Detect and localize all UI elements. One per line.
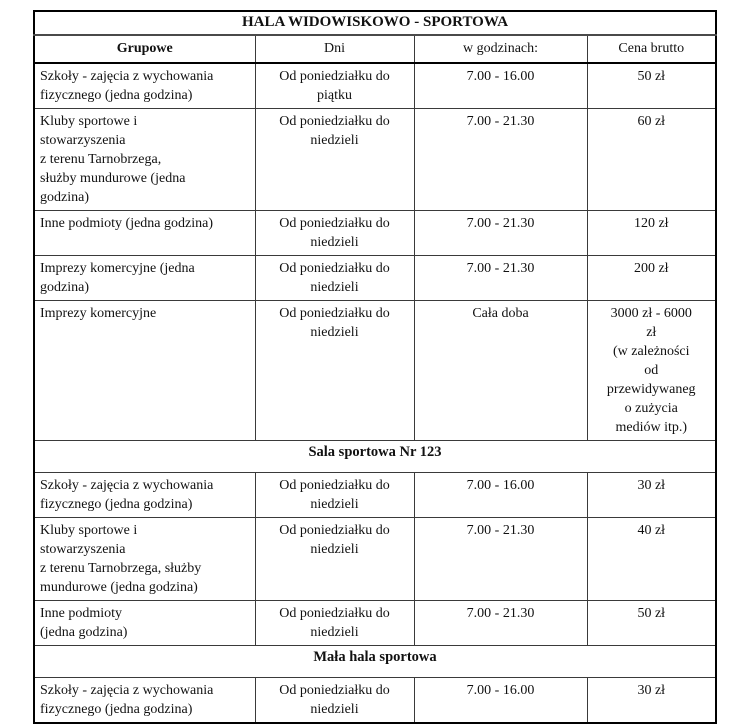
pricing-table-body	[34, 11, 716, 723]
days-cell: Od poniedziałku do niedzieli	[255, 301, 414, 441]
section-header-row	[34, 646, 716, 678]
pricing-table	[33, 10, 717, 724]
table-title: HALA WIDOWISKOWO - SPORTOWA	[34, 11, 716, 35]
hours-cell: 7.00 - 21.30	[414, 211, 587, 256]
hours-cell: 7.00 - 21.30	[414, 109, 587, 211]
days-cell: Od poniedziałku do niedzieli	[255, 601, 414, 646]
price-cell: 60 zł	[587, 109, 716, 211]
price-cell: 30 zł	[587, 473, 716, 518]
group-cell: Inne podmioty (jedna godzina)	[34, 601, 255, 646]
group-cell: Imprezy komercyjne	[34, 301, 255, 441]
group-cell: Kluby sportowe i stowarzyszenia z terenu Tarnobrzega, służby mundurowe (jedna godzina)	[34, 518, 255, 601]
price-cell: 50 zł	[587, 63, 716, 109]
column-header-dni: Dni	[255, 35, 414, 63]
group-cell: Szkoły - zajęcia z wychowania fizycznego (jedna godzina)	[34, 473, 255, 518]
table-row	[34, 301, 716, 441]
price-cell: 200 zł	[587, 256, 716, 301]
price-cell: 30 zł	[587, 678, 716, 724]
days-cell: Od poniedziałku do piątku	[255, 63, 414, 109]
section-header: Sala sportowa Nr 123	[34, 441, 716, 473]
hours-cell: Cała doba	[414, 301, 587, 441]
price-cell: 40 zł	[587, 518, 716, 601]
hours-cell: 7.00 - 16.00	[414, 63, 587, 109]
price-cell: 3000 zł - 6000 zł (w zależności od przewidywaneg o zużycia mediów itp.)	[587, 301, 716, 441]
table-row	[34, 109, 716, 211]
hours-cell: 7.00 - 21.30	[414, 518, 587, 601]
days-cell: Od poniedziałku do niedzieli	[255, 256, 414, 301]
column-header-grupowe: Grupowe	[34, 35, 255, 63]
days-cell: Od poniedziałku do niedzieli	[255, 109, 414, 211]
hours-cell: 7.00 - 21.30	[414, 256, 587, 301]
days-cell: Od poniedziałku do niedzieli	[255, 473, 414, 518]
table-header-row	[34, 35, 716, 63]
section-header-row	[34, 441, 716, 473]
table-row	[34, 678, 716, 724]
hours-cell: 7.00 - 16.00	[414, 473, 587, 518]
table-row	[34, 473, 716, 518]
days-cell: Od poniedziałku do niedzieli	[255, 678, 414, 724]
table-row	[34, 63, 716, 109]
section-header: Mała hala sportowa	[34, 646, 716, 678]
hours-cell: 7.00 - 21.30	[414, 601, 587, 646]
table-row	[34, 601, 716, 646]
table-row	[34, 518, 716, 601]
table-title-row	[34, 11, 716, 35]
table-row	[34, 256, 716, 301]
days-cell: Od poniedziałku do niedzieli	[255, 211, 414, 256]
price-cell: 50 zł	[587, 601, 716, 646]
column-header-godziny: w godzinach:	[414, 35, 587, 63]
group-cell: Kluby sportowe i stowarzyszenia z terenu Tarnobrzega, służby mundurowe (jedna godzina)	[34, 109, 255, 211]
price-cell: 120 zł	[587, 211, 716, 256]
group-cell: Imprezy komercyjne (jedna godzina)	[34, 256, 255, 301]
group-cell: Szkoły - zajęcia z wychowania fizycznego (jedna godzina)	[34, 63, 255, 109]
table-row	[34, 211, 716, 256]
hours-cell: 7.00 - 16.00	[414, 678, 587, 724]
column-header-cena: Cena brutto	[587, 35, 716, 63]
group-cell: Szkoły - zajęcia z wychowania fizycznego (jedna godzina)	[34, 678, 255, 724]
days-cell: Od poniedziałku do niedzieli	[255, 518, 414, 601]
group-cell: Inne podmioty (jedna godzina)	[34, 211, 255, 256]
